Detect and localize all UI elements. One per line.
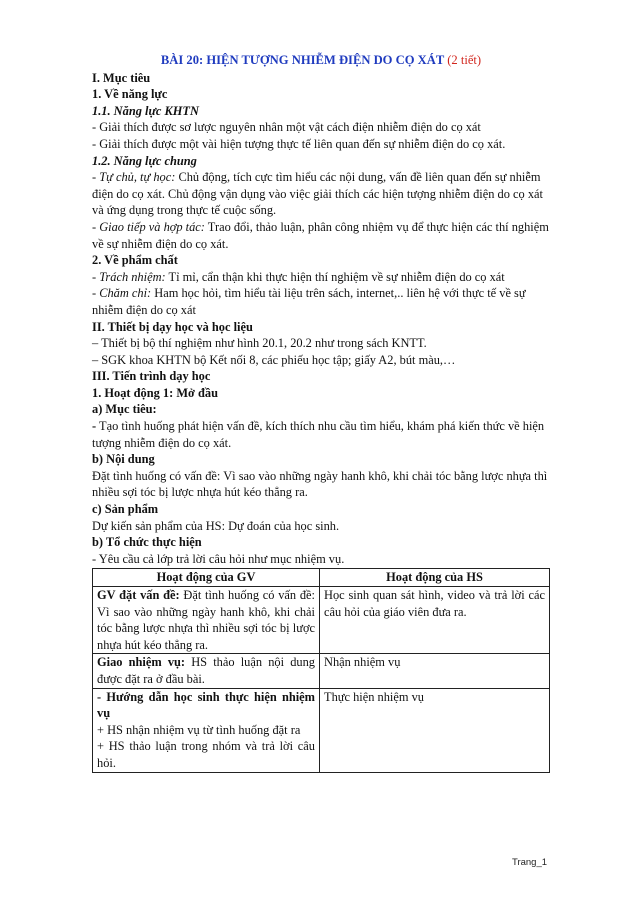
- table-row: [93, 688, 550, 772]
- equipment-item: – Thiết bị bộ thí nghiệm như hình 20.1, 20.2 như trong sách KNTT.: [92, 336, 427, 351]
- document-page: [92, 52, 550, 773]
- table-row: [93, 654, 550, 688]
- section-objectives: I. Mục tiêu: [92, 70, 151, 85]
- khtn-item: - Giải thích được sơ lược nguyên nhân một vật cách điện nhiễm điện do cọ xát: [92, 120, 481, 135]
- page-number: Trang_1: [512, 857, 548, 868]
- quality-item: - Chăm chỉ: Ham học hỏi, tìm hiểu tài liệu trên sách, internet,.. liên hệ với thực tế về sự nhiễm điện do cọ xát: [92, 286, 526, 317]
- subsection-general-competence: 1.2. Năng lực chung: [92, 153, 197, 168]
- general-competence-item: - Giao tiếp và hợp tác: Trao đổi, thảo luận, phân công nhiệm vụ để thực hiện các thí nghiệm về sự nhiễm điện do cọ xát.: [92, 219, 549, 251]
- hs-cell: Nhận nhiệm vụ: [320, 654, 550, 688]
- khtn-item: - Giải thích được một vài hiện tượng thực tế liên quan đến sự nhiễm điện do cọ xát.: [92, 136, 506, 151]
- table-header-row: [93, 569, 550, 587]
- lesson-title: [92, 52, 550, 69]
- subsection-qualities: 2. Về phẩm chất: [92, 253, 178, 268]
- content-text: Đặt tình huống có vấn đề: Vì sao vào những ngày hanh khô, khi chải tóc bằng lược nhựa thì nhiều sợi tóc bị lược nhựa hút kéo thẳng ra.: [92, 468, 548, 500]
- lesson-title-duration: (2 tiết): [447, 53, 482, 67]
- header-gv: Hoạt động của GV: [93, 569, 320, 587]
- product-text: Dự kiến sản phẩm của HS: Dự đoán của học sinh.: [92, 518, 340, 533]
- section-process: III. Tiến trình dạy học: [92, 369, 211, 384]
- quality-item: - Trách nhiệm: Tỉ mỉ, cẩn thận khi thực hiện thí nghiệm về sự nhiễm điện do cọ xát: [92, 269, 505, 284]
- gv-cell: - Hướng dẫn học sinh thực hiện nhiệm vụ + HS nhận nhiệm vụ từ tình huống đặt ra + HS thảo luận trong nhóm và trả lời câu hỏi.: [93, 688, 320, 772]
- hs-cell: Thực hiện nhiệm vụ: [320, 688, 550, 772]
- goal-heading: a) Mục tiêu:: [92, 402, 157, 417]
- content-heading: b) Nội dung: [92, 452, 155, 467]
- equipment-item: – SGK khoa KHTN bộ Kết nối 8, các phiếu học tập; giấy A2, bút màu,…: [92, 352, 456, 367]
- subsection-khtn: 1.1. Năng lực KHTN: [92, 103, 199, 118]
- organization-heading: b) Tổ chức thực hiện: [92, 535, 202, 550]
- activity-1-heading: 1. Hoạt động 1: Mở đầu: [92, 385, 218, 400]
- hs-cell: Học sinh quan sát hình, video và trả lời các câu hỏi của giáo viên đưa ra.: [320, 587, 550, 654]
- product-heading: c) Sản phẩm: [92, 502, 159, 517]
- table-row: [93, 587, 550, 654]
- general-competence-item: - Tự chủ, tự học: Chủ động, tích cực tìm hiểu các nội dung, vấn đề liên quan đến sự nhiễm điện do cọ xát. Chủ động vận dụng vào việc giải thích các hiện tượng nhiễm điện do cọ xát và ứng dụng trong thực tế cuộc sống.: [92, 170, 543, 218]
- section-equipment: II. Thiết bị dạy học và học liệu: [92, 319, 253, 334]
- organization-text: - Yêu cầu cả lớp trả lời câu hỏi như mục nhiệm vụ.: [92, 551, 345, 566]
- header-hs: Hoạt động của HS: [320, 569, 550, 587]
- subsection-competence: 1. Về năng lực: [92, 87, 168, 102]
- goal-text: - Tạo tình huống phát hiện vấn đề, kích thích nhu cầu tìm hiểu, khám phá kiến thức về hiện tượng nhiễm điện do cọ xát.: [92, 419, 545, 450]
- gv-cell: GV đặt vấn đề: Đặt tình huống có vấn đề: Vì sao vào những ngày hanh khô, khi chải tóc bằng lược nhựa thì nhiều sợi tóc bị lược nhựa hút kéo thẳng ra.: [93, 587, 320, 654]
- activity-table: [92, 568, 550, 772]
- lesson-title-main: BÀI 20: HIỆN TƯỢNG NHIỄM ĐIỆN DO CỌ XÁT: [160, 53, 445, 67]
- gv-cell: Giao nhiệm vụ: HS thảo luận nội dung được đặt ra ở đầu bài.: [93, 654, 320, 688]
